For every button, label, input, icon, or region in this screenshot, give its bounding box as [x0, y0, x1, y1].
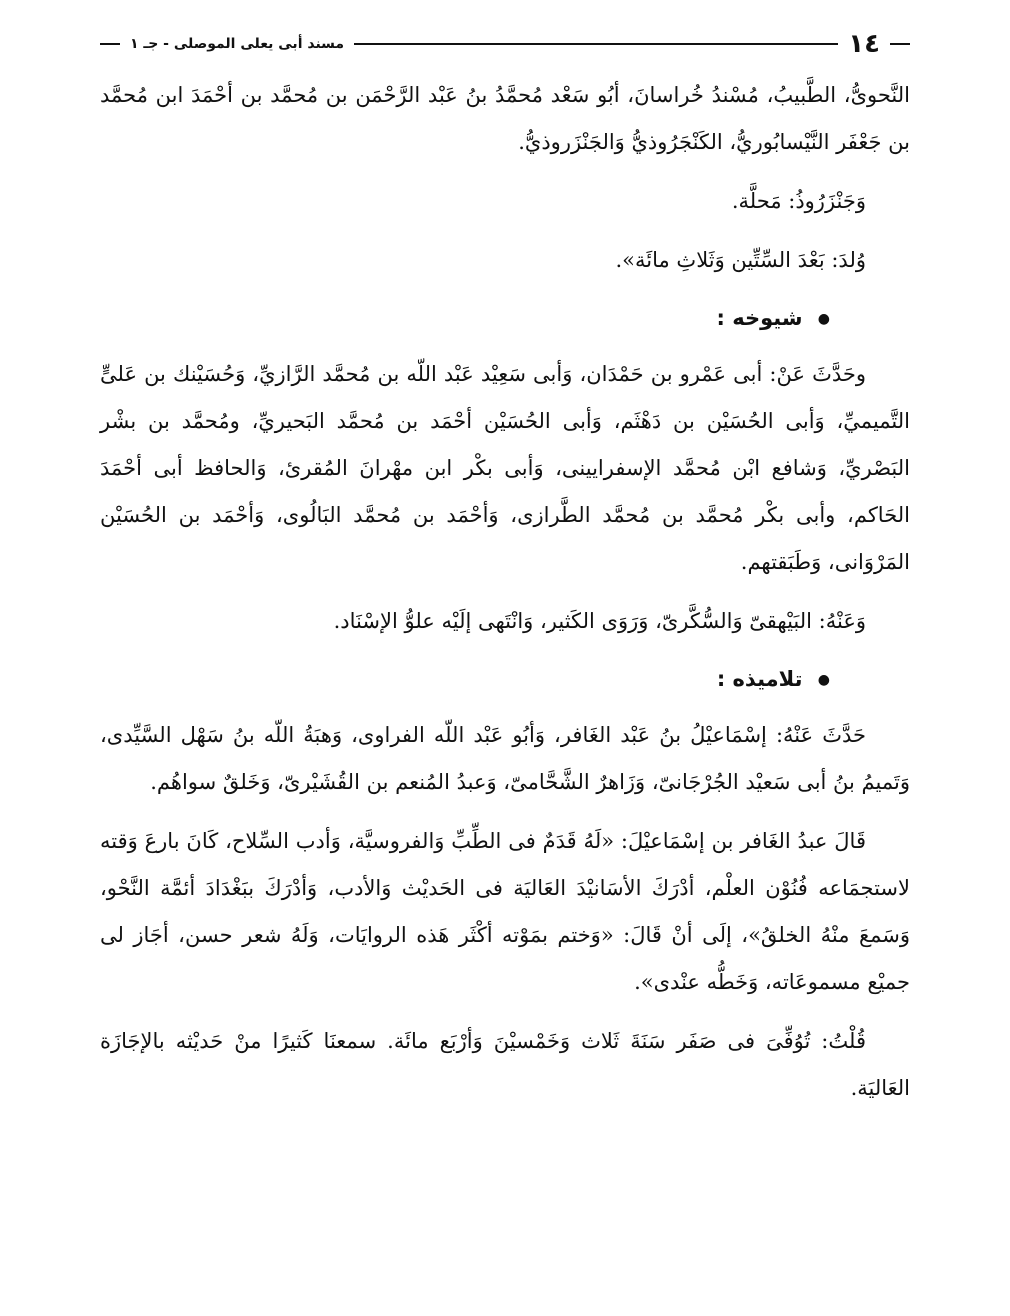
- shuyukh-heading-label: شيوخه :: [716, 306, 803, 330]
- header-dash-end: [100, 43, 120, 45]
- header-dash: [890, 43, 910, 45]
- quote-paragraph: قَالَ عبدُ الغَافر بن إسْمَاعيْلَ: «لَهُ قَدَمٌ فى الطِّبِّ وَالفروسيَّة، وَأدب السِّلاح، كَانَ بارعَ وَقته لاستجمَاعه فُنُوْن العلْم، أدْرَكَ الأسَانيْدَ العَاليَة فى الحَديْث وَالأدب، وَأدْرَكَ ببَغْدَادَ أئمَّة النَّحْو، وَسَمعَ منْهُ الخلقُ»، إلَى أنْ قَالَ: «وَختم بمَوْته أكْثَر هَذه الروايَات، وَلَهُ شعر حسن، أجَاز لى جميْع مسموعَاته، وَخَطُّه عنْدى».: [100, 829, 910, 994]
- biography-paragraph: النَّحوىُّ، الطَّبيبُ، مُسْندُ خُراسانَ، أبُو سَعْد مُحمَّدُ بنُ عَبْد الرَّحْمَن بن مُحمَّد بن أحْمَدَ ابن مُحمَّد بن جَعْفَر النَّيْسابُوريُّ، الكَنْجَرُوذيُّ وَالجَنْزَروذيُّ.: [100, 83, 910, 154]
- narrators-paragraph: وَعَنْهُ: البَيْهقىّ وَالسُّكَّرىّ، وَرَوَى الكَثير، وَانْتَهى إلَيْه علوُّ الإسْنَاد.: [333, 609, 866, 633]
- birth-paragraph: وُلدَ: بَعْدَ السِّتِّين وَثَلاثِ مائَة».: [615, 248, 866, 272]
- bullet-icon: ●: [817, 311, 830, 327]
- teachers-paragraph: وحَدَّثَ عَنْ: أبى عَمْرو بن حَمْدَان، وَأبى سَعِيْد عَبْد اللّه بن مُحمَّد الرَّازيِّ، وَحُسَيْنك بن عَلىٍّ التَّميميِّ، وَأبى الحُسَيْن بن دَهْثَم، وَأبى الحُسَيْن أحْمَد بن مُحمَّد البَحيريِّ، ومُحمَّد بن بشْر البَصْريِّ، وَشافع ابْن مُحمَّد الإسفرايينى، وَأبى بكْر ابن مهْرانَ المُقرئ، وَالحافظ أبى أحْمَدَ الحَاكم، وأبى بكْر مُحمَّد بن مُحمَّد الطَّرازى، وَأحْمَد بن مُحمَّد البَالُوى، وَأحْمَد بن الحُسَيْن المَرْوَانى، وَطَبَقتهم.: [100, 362, 910, 574]
- death-paragraph: قُلْتُ: تُوُفِّىَ فى صَفَر سَنَةَ ثَلاث وَخَمْسيْنَ وَأرْبَع مائَة. سمعنَا كَثيرًا منْ حَديْثه بالإجَازَة العَاليَة.: [100, 1029, 910, 1100]
- shuyukh-heading: [100, 296, 910, 341]
- header-rule: [354, 43, 838, 45]
- running-header: [100, 22, 910, 66]
- body-text: [100, 72, 910, 1112]
- talamidh-heading-label: تلاميذه :: [716, 667, 803, 691]
- place-note-paragraph: وَجَنْزَرُوذُ: مَحلَّة.: [731, 189, 866, 213]
- book-page: [100, 22, 910, 1124]
- bullet-icon: ●: [817, 672, 830, 688]
- page-number: ١٤: [848, 29, 880, 59]
- talamidh-heading: [100, 657, 910, 702]
- students-paragraph: حَدَّثَ عَنْهُ: إسْمَاعيْلُ بنُ عَبْد الغَافر، وَأبُو عَبْد اللّه الفراوى، وَهبَةُ اللّه بنُ سَهْل السَّيِّدى، وَتَميمُ بنُ أبى سَعيْد الجُرْجَانىّ، وَزَاهرٌ الشَّحَّامىّ، وَعبدُ المُنعم بن القُشَيْرىّ، وَخَلقٌ سواهُم.: [100, 723, 910, 794]
- book-title: مسند أبى يعلى الموصلى - جـ ١: [130, 36, 345, 52]
